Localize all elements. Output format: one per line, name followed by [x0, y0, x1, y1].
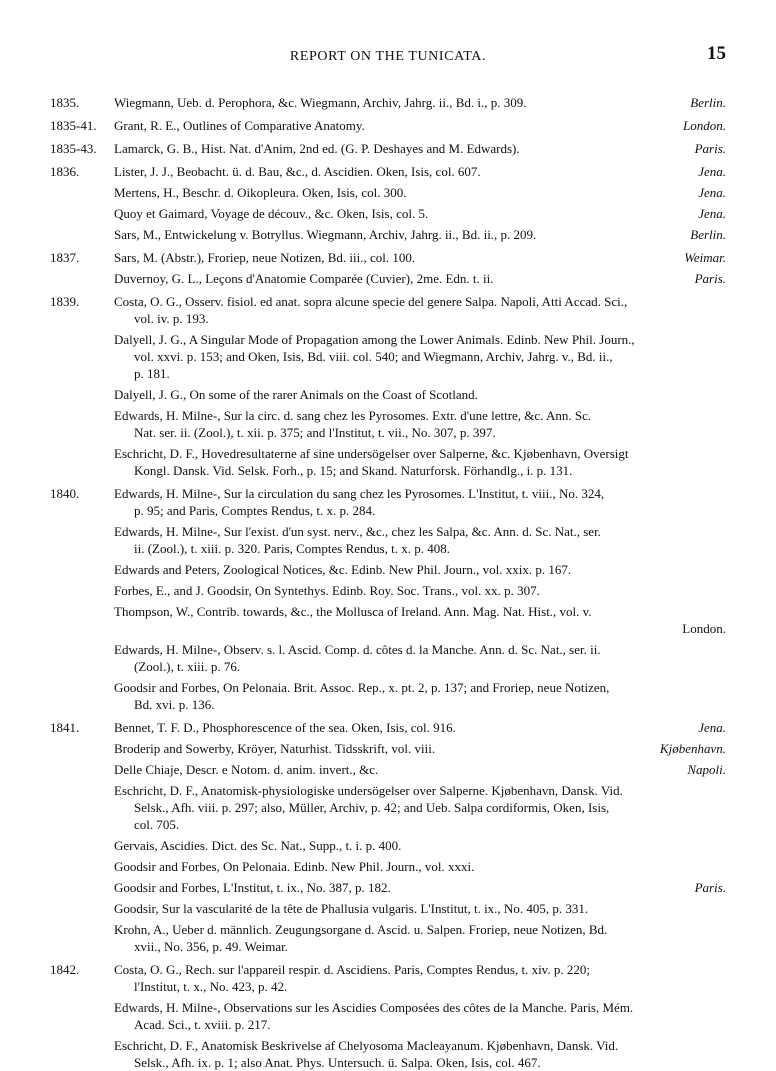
citation-line: Edwards, H. Milne-, Observ. s. l. Ascid. Comp. d. côtes d. la Manche. Ann. d. Sc. Nat., ser. ii.: [114, 642, 601, 657]
citation-line: Lister, J. J., Beobacht. ü. d. Bau, &c., d. Ascidien. Oken, Isis, col. 607.: [114, 164, 481, 179]
entry-citation: [114, 163, 726, 180]
citation-line: Edwards, H. Milne-, Observations sur les Ascidies Composées des côtes de la Manche. Paris, Mém.: [114, 1000, 634, 1015]
publication-place: Jena.: [692, 205, 726, 222]
entry-citation: [114, 445, 726, 479]
citation-line: Costa, O. G., Osserv. fisiol. ed anat. sopra alcune specie del genere Salpa. Napoli, Atti Accad. Sci.,: [114, 294, 628, 309]
citation-line: Goodsir and Forbes, On Pelonaia. Brit. Assoc. Rep., x. pt. 2, p. 137; and Froriep, neue Notizen,: [114, 680, 610, 695]
citation-line: Duvernoy, G. L., Leçons d'Anatomie Comparée (Cuvier), 2me. Edn. t. ii.: [114, 271, 494, 286]
citation-line: Delle Chiaje, Descr. e Notom. d. anim. invert., &c.: [114, 762, 379, 777]
entry-citation: [114, 270, 726, 287]
bibliography-entry: [50, 226, 726, 243]
publication-place: Berlin.: [684, 94, 726, 111]
entry-citation: [114, 999, 726, 1033]
entry-citation: [114, 740, 726, 757]
bibliography-entry: [50, 961, 726, 995]
citation-line: Grant, R. E., Outlines of Comparative Anatomy.: [114, 118, 365, 133]
citation-line: Bd. xvi. p. 136.: [134, 697, 215, 712]
entry-citation: [114, 879, 726, 896]
citation-line: Dalyell, J. G., On some of the rarer Animals on the Coast of Scotland.: [114, 387, 478, 402]
entry-citation: [114, 782, 726, 833]
citation-line: Sars, M. (Abstr.), Froriep, neue Notizen, Bd. iii., col. 100.: [114, 250, 416, 265]
publication-place: Paris.: [689, 270, 726, 287]
entry-citation: [114, 140, 726, 157]
bibliography-entry: [50, 782, 726, 833]
bibliography-entry: [50, 184, 726, 201]
bibliography-entry: [50, 900, 726, 917]
entry-year: 1836.: [50, 164, 80, 179]
entry-citation: [114, 961, 726, 995]
bibliography-entry: [50, 163, 726, 180]
citation-line: Forbes, E., and J. Goodsir, On Syntethys. Edinb. Roy. Soc. Trans., vol. xx. p. 307.: [114, 583, 540, 598]
publication-place: London.: [677, 117, 726, 134]
entry-citation: [114, 761, 726, 778]
publication-place: Jena.: [692, 184, 726, 201]
citation-line: Edwards, H. Milne-, Sur la circulation du sang chez les Pyrosomes. L'Institut, t. viii., No. 324,: [114, 486, 605, 501]
citation-line: Eschricht, D. F., Anatomisk Beskrivelse af Chelyosoma Macleayanum. Kjøbenhavn, Dansk. Vid.: [114, 1038, 619, 1053]
publication-place: Jena.: [692, 163, 726, 180]
citation-line: Mertens, H., Beschr. d. Oikopleura. Oken, Isis, col. 300.: [114, 185, 407, 200]
entry-year: 1837.: [50, 250, 80, 265]
bibliography-entry: [50, 641, 726, 675]
publication-place: Paris.: [689, 140, 726, 157]
citation-line: Acad. Sci., t. xviii. p. 217.: [134, 1017, 271, 1032]
entry-year: 1835-41.: [50, 118, 97, 133]
entry-citation: [114, 485, 726, 519]
bibliography-entry: [50, 407, 726, 441]
publication-place: Napoli.: [681, 761, 726, 778]
entry-citation: [114, 523, 726, 557]
entry-citation: [114, 582, 726, 599]
bibliography-list: [50, 88, 726, 1071]
entry-year: 1840.: [50, 486, 80, 501]
citation-line: l'Institut, t. x., No. 423, p. 42.: [134, 979, 288, 994]
entry-citation: [114, 94, 726, 111]
bibliography-entry: [50, 561, 726, 578]
citation-line: Krohn, A., Ueber d. männlich. Zeugungsorgane d. Ascid. u. Salpen. Froriep, neue Notizen, Bd.: [114, 922, 608, 937]
entry-citation: [114, 249, 726, 266]
entry-year: 1841.: [50, 720, 80, 735]
entry-year: 1835.: [50, 95, 80, 110]
citation-line: col. 705.: [134, 817, 180, 832]
entry-citation: [114, 679, 726, 713]
bibliography-entry: [50, 386, 726, 403]
bibliography-entry: [50, 999, 726, 1033]
citation-line: Broderip and Sowerby, Kröyer, Naturhist. Tidsskrift, vol. viii.: [114, 741, 436, 756]
citation-line: Dalyell, J. G., A Singular Mode of Propagation among the Lower Animals. Edinb. New Phil. Journ.,: [114, 332, 635, 347]
citation-line: Sars, M., Entwickelung v. Botryllus. Wiegmann, Archiv, Jahrg. ii., Bd. ii., p. 209.: [114, 227, 537, 242]
running-title: REPORT ON THE TUNICATA.: [289, 49, 487, 64]
entry-citation: [114, 561, 726, 578]
entry-citation: [114, 293, 726, 327]
entry-citation: [114, 837, 726, 854]
publication-place: Jena.: [692, 719, 726, 736]
entry-year: 1839.: [50, 294, 80, 309]
citation-line: Goodsir and Forbes, L'Institut, t. ix., No. 387, p. 182.: [114, 880, 391, 895]
publication-place: Berlin.: [684, 226, 726, 243]
entry-citation: [114, 858, 726, 875]
bibliography-entry: [50, 205, 726, 222]
entry-citation: [114, 603, 726, 637]
citation-line: xvii., No. 356, p. 49. Weimar.: [134, 939, 288, 954]
entry-citation: [114, 331, 726, 382]
citation-line: vol. xxvi. p. 153; and Oken, Isis, Bd. viii. col. 540; and Wiegmann, Archiv, Jahrg. v., Bd. ii.,: [134, 349, 613, 364]
citation-line: Bennet, T. F. D., Phosphorescence of the sea. Oken, Isis, col. 916.: [114, 720, 456, 735]
bibliography-entry: [50, 679, 726, 713]
entry-citation: [114, 205, 726, 222]
entry-year: 1842.: [50, 962, 80, 977]
citation-line: Gervais, Ascidies. Dict. des Sc. Nat., Supp., t. i. p. 400.: [114, 838, 402, 853]
citation-line: Selsk., Afh. viii. p. 297; also, Müller, Archiv, p. 42; and Ueb. Salpa cordiformis, Oken, Isis,: [134, 800, 610, 815]
citation-line: Goodsir and Forbes, On Pelonaia. Edinb. New Phil. Journ., vol. xxxi.: [114, 859, 475, 874]
bibliography-entry: [50, 270, 726, 287]
bibliography-entry: [50, 94, 726, 111]
bibliography-entry: [50, 858, 726, 875]
bibliography-entry: [50, 293, 726, 327]
entry-citation: [114, 386, 726, 403]
citation-line: Costa, O. G., Rech. sur l'appareil respir. d. Ascidiens. Paris, Comptes Rendus, t. xiv. p. 220;: [114, 962, 590, 977]
citation-line: vol. iv. p. 193.: [134, 311, 209, 326]
bibliography-entry: [50, 761, 726, 778]
bibliography-entry: [50, 740, 726, 757]
bibliography-entry: [50, 485, 726, 519]
publication-place: Kjøbenhavn.: [654, 740, 726, 757]
bibliography-entry: [50, 523, 726, 557]
bibliography-entry: [50, 140, 726, 157]
bibliography-entry: [50, 1037, 726, 1071]
citation-line: p. 181.: [134, 366, 170, 381]
page-number: 15: [707, 43, 726, 64]
entry-citation: [114, 921, 726, 955]
bibliography-entry: [50, 603, 726, 637]
bibliography-entry: [50, 582, 726, 599]
bibliography-entry: [50, 331, 726, 382]
citation-line: Thompson, W., Contrib. towards, &c., the Mollusca of Ireland. Ann. Mag. Nat. Hist., vol. v.: [114, 604, 592, 619]
citation-line: ii. (Zool.), t. xiii. p. 320. Paris, Comptes Rendus, t. x. p. 408.: [134, 541, 450, 556]
citation-line: Nat. ser. ii. (Zool.), t. xii. p. 375; and l'Institut, t. vii., No. 307, p. 397.: [134, 425, 496, 440]
citation-line: Goodsir, Sur la vascularité de la tête de Phallusia vulgaris. L'Institut, t. ix., No. 405, p. 331.: [114, 901, 589, 916]
entry-citation: [114, 184, 726, 201]
citation-line: Edwards, H. Milne-, Sur la circ. d. sang chez les Pyrosomes. Extr. d'une lettre, &c. Ann. Sc.: [114, 408, 592, 423]
entry-citation: [114, 641, 726, 675]
citation-line: Eschricht, D. F., Anatomisk-physiologiske undersögelser over Salperne. Kjøbenhavn, Dansk. Vid.: [114, 783, 623, 798]
citation-line: London.: [682, 621, 726, 636]
citation-line: Wiegmann, Ueb. d. Perophora, &c. Wiegmann, Archiv, Jahrg. ii., Bd. i., p. 309.: [114, 95, 527, 110]
citation-line: p. 95; and Paris, Comptes Rendus, t. x. p. 284.: [134, 503, 376, 518]
citation-line: (Zool.), t. xiii. p. 76.: [134, 659, 241, 674]
citation-line: Kongl. Dansk. Vid. Selsk. Forh., p. 15; and Skand. Naturforsk. Förhandlg., i. p. 131.: [134, 463, 573, 478]
bibliography-entry: [50, 445, 726, 479]
entry-citation: [114, 719, 726, 736]
citation-line: Edwards and Peters, Zoological Notices, &c. Edinb. New Phil. Journ., vol. xxix. p. 167.: [114, 562, 572, 577]
citation-line: Eschricht, D. F., Hovedresultaterne af sine undersögelser over Salperne, &c. Kjøbenhavn, Oversigt: [114, 446, 629, 461]
citation-line: Quoy et Gaimard, Voyage de découv., &c. Oken, Isis, col. 5.: [114, 206, 429, 221]
entry-citation: [114, 117, 726, 134]
entry-citation: [114, 1037, 726, 1071]
entry-citation: [114, 900, 726, 917]
bibliography-entry: [50, 249, 726, 266]
page-header: [50, 43, 726, 68]
citation-line: Selsk., Afh. ix. p. 1; also Anat. Phys. Untersuch. ü. Salpa. Oken, Isis, col. 467.: [134, 1055, 541, 1070]
bibliography-entry: [50, 837, 726, 854]
bibliography-entry: [50, 879, 726, 896]
citation-line: Edwards, H. Milne-, Sur l'exist. d'un syst. nerv., &c., chez les Salpa, &c. Ann. d. Sc. Nat., ser.: [114, 524, 601, 539]
entry-citation: [114, 407, 726, 441]
entry-year: 1835-43.: [50, 141, 97, 156]
bibliography-entry: [50, 117, 726, 134]
publication-place: Paris.: [689, 879, 726, 896]
bibliography-entry: [50, 921, 726, 955]
publication-place: Weimar.: [678, 249, 726, 266]
entry-citation: [114, 226, 726, 243]
bibliography-entry: [50, 719, 726, 736]
citation-line: Lamarck, G. B., Hist. Nat. d'Anim, 2nd ed. (G. P. Deshayes and M. Edwards).: [114, 141, 520, 156]
